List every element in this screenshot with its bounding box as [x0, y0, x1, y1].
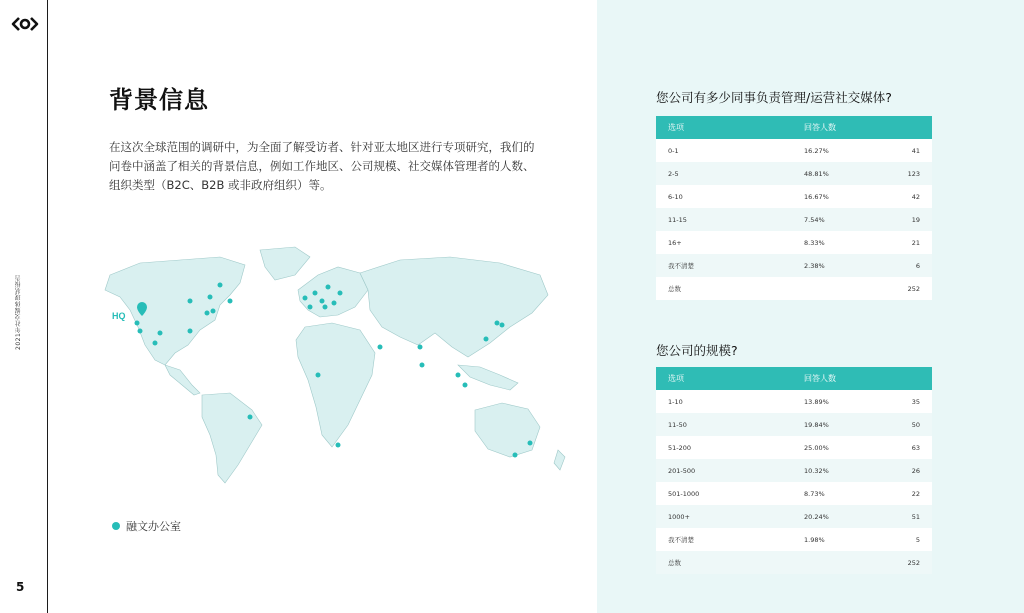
new-zealand-shape — [554, 450, 565, 470]
office-marker — [313, 291, 318, 296]
table-row: 0-1 16.27% 41 — [668, 146, 920, 155]
header-option: 选项 — [668, 123, 684, 132]
africa-shape — [296, 323, 375, 447]
table-row: 6-10 16.67% 42 — [668, 192, 920, 201]
table-row: 501-1000 8.73% 22 — [668, 489, 920, 498]
office-marker — [420, 363, 425, 368]
page-title: 背景信息 — [109, 86, 209, 114]
south-america-shape — [202, 393, 262, 483]
table-row: 2-5 48.81% 123 — [656, 162, 932, 185]
question-title-team-size: 您公司有多少同事负责管理/运营社交媒体? — [656, 90, 892, 105]
table-row: 201-500 10.32% 26 — [656, 459, 932, 482]
table-row: 我不清楚 1.98% 5 — [668, 535, 920, 544]
office-marker — [418, 345, 423, 350]
office-marker — [456, 373, 461, 378]
table-row: 1000+ 20.24% 51 — [656, 505, 932, 528]
header-responses: 回答人数 — [804, 374, 836, 383]
table-header — [656, 367, 932, 390]
office-marker — [218, 283, 223, 288]
office-marker — [513, 453, 518, 458]
hq-label: HQ — [112, 311, 126, 321]
office-marker — [303, 296, 308, 301]
greenland-shape — [260, 247, 310, 280]
sidebar — [0, 0, 48, 613]
office-marker — [463, 383, 468, 388]
office-marker — [495, 321, 500, 326]
table-company-size — [656, 367, 932, 574]
north-america-shape — [105, 257, 245, 365]
table-team-size — [656, 116, 932, 300]
australia-shape — [475, 403, 540, 457]
table-row-total: 总数 252 — [656, 551, 932, 574]
office-marker — [211, 309, 216, 314]
office-dot-icon — [112, 522, 120, 530]
office-marker — [316, 373, 321, 378]
office-marker — [528, 441, 533, 446]
table-header — [656, 116, 932, 139]
table-row: 51-200 25.00% 63 — [668, 443, 920, 452]
office-marker — [188, 329, 193, 334]
office-marker — [326, 285, 331, 290]
office-marker — [158, 331, 163, 336]
office-marker — [135, 321, 140, 326]
question-title-company-size: 您公司的规模? — [656, 343, 738, 358]
map-legend — [112, 518, 181, 534]
office-marker — [336, 443, 341, 448]
office-marker — [323, 305, 328, 310]
header-responses: 回答人数 — [804, 123, 836, 132]
office-marker — [332, 301, 337, 306]
asia-shape — [360, 257, 548, 357]
office-marker — [205, 311, 210, 316]
office-marker — [208, 295, 213, 300]
office-marker — [308, 305, 313, 310]
brand-logo-icon — [10, 14, 40, 34]
office-marker — [338, 291, 343, 296]
table-row: 11-15 7.54% 19 — [656, 208, 932, 231]
europe-shape — [298, 267, 368, 317]
table-row-total: 总数 252 — [668, 284, 920, 293]
office-marker — [248, 415, 253, 420]
table-row: 1-10 13.89% 35 — [668, 397, 920, 406]
office-marker — [320, 299, 325, 304]
legend-label: 融文办公室 — [126, 520, 181, 533]
intro-paragraph: 在这次全球范围的调研中，为全面了解受访者、针对亚太地区进行专项研究，我们的问卷中涵盖了相关的背景信息，例如工作地区、公司规模、社交媒体管理者的人数、组织类型（B2C、B2B 或非政府组织）等。 — [109, 140, 535, 192]
office-marker — [138, 329, 143, 334]
header-option: 选项 — [668, 374, 684, 383]
table-row: 11-50 19.84% 50 — [656, 413, 932, 436]
office-marker — [153, 341, 158, 346]
world-map — [70, 235, 590, 485]
office-marker — [484, 337, 489, 342]
page-number: 5 — [16, 580, 25, 594]
central-america-shape — [165, 365, 200, 395]
office-marker — [500, 323, 505, 328]
table-row: 16+ 8.33% 21 — [668, 238, 920, 247]
table-row: 我不清楚 2.38% 6 — [656, 254, 932, 277]
office-marker — [188, 299, 193, 304]
office-marker — [228, 299, 233, 304]
report-vertical-label: 2021年社交媒体现状报告 — [15, 274, 22, 350]
office-marker — [378, 345, 383, 350]
